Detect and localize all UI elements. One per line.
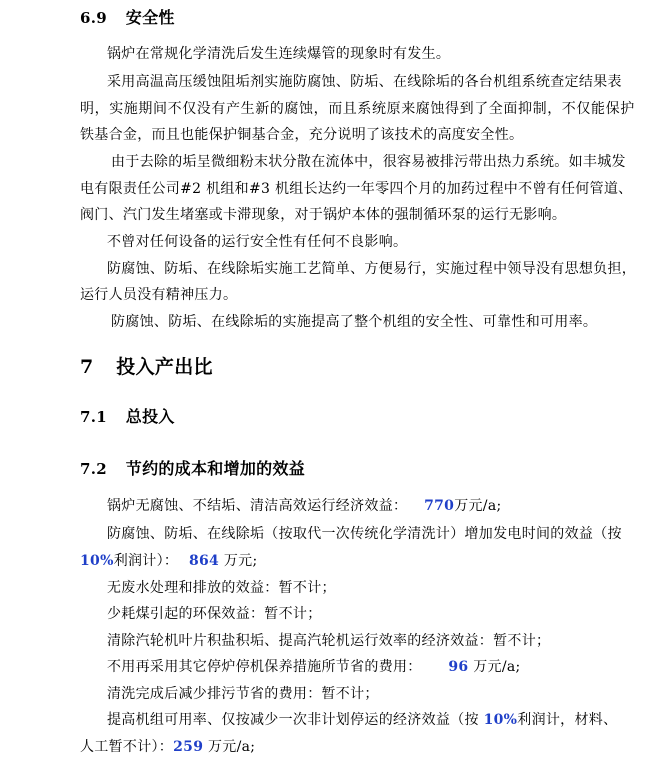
benefit-value: 864: [188, 553, 220, 569]
benefit-value: 96: [448, 659, 469, 675]
benefit-line: [80, 738, 255, 756]
benefit-text: 锅炉无腐蚀、不结垢、清洁高效运行经济效益：: [107, 498, 408, 514]
heading-7: [80, 356, 213, 380]
paragraph-line: 阀门、汽门发生堵塞或卡滞现象，对于锅炉本体的强制循环泵的运行无影响。: [80, 207, 567, 223]
paragraph-line: 明，实施期间不仅没有产生新的腐蚀，而且系统原来腐蚀得到了全面抑制，不仅能保护: [80, 101, 635, 117]
benefit-line: 清除汽轮机叶片积盐积垢、提高汽轮机运行效率的经济效益：暂不计；: [107, 633, 551, 649]
benefit-percent: 10%: [80, 553, 114, 569]
benefit-text: 不用再采用其它停炉停机保养措施所节省的费用：: [107, 659, 422, 675]
benefit-value: 259: [173, 739, 204, 755]
heading-6-9: [80, 9, 175, 28]
benefit-line: [107, 658, 521, 676]
benefit-line: [80, 552, 257, 570]
benefit-text: 人工暂不计）：: [80, 739, 174, 755]
paragraph-line: 采用高温高压缓蚀阻垢剂实施防腐蚀、防垢、在线除垢的各台机组系统查定结果表: [107, 74, 622, 90]
paragraph-line: 防腐蚀、防垢、在线除垢的实施提高了整个机组的安全性、可靠性和可用率。: [111, 314, 598, 330]
heading-title: 总投入: [125, 407, 175, 426]
paragraph-line: 不曾对任何设备的运行安全性有任何不良影响。: [107, 234, 408, 250]
benefit-unit: 万元/a;: [473, 659, 521, 675]
heading-title: 投入产出比: [116, 356, 213, 378]
benefit-text: 利润计，材料、: [517, 712, 618, 728]
benefit-line: 防腐蚀、防垢、在线除垢（按取代一次传统化学清洗计）增加发电时间的效益（按: [107, 526, 622, 542]
benefit-unit: 万元/a;: [208, 739, 256, 755]
paragraph-line: 锅炉在常规化学清洗后发生连续爆管的现象时有发生。: [107, 46, 451, 62]
paragraph-line: 铁基合金，而且也能保护铜基合金，充分说明了该技术的高度安全性。: [80, 127, 524, 143]
paragraph-line: 由于去除的垢呈微细粉末状分散在流体中，很容易被排污带出热力系统。如丰城发: [111, 154, 626, 170]
benefit-percent: 10%: [483, 712, 518, 728]
heading-7-1: [80, 408, 175, 427]
benefit-unit: 万元/a;: [454, 498, 502, 514]
benefit-text: 利润计）：: [113, 553, 179, 569]
paragraph-line: 电有限责任公司#2 机组和#3 机组长达约一年零四个月的加药过程中不曾有任何管道、: [80, 181, 633, 197]
benefit-line: [107, 497, 501, 515]
benefit-line: [107, 711, 617, 729]
benefit-text: 提高机组可用率、仅按减少一次非计划停运的经济效益（按: [107, 712, 479, 728]
paragraph-line: 防腐蚀、防垢、在线除垢实施工艺简单、方便易行，实施过程中领导没有思想负担，: [107, 261, 637, 277]
benefit-unit: 万元;: [223, 553, 258, 569]
heading-number: 7: [80, 356, 94, 378]
heading-title: 节约的成本和增加的效益: [125, 459, 306, 478]
benefit-line: 少耗煤引起的环保效益：暂不计；: [107, 606, 322, 622]
benefit-value: 770: [424, 498, 455, 514]
paragraph-line: 运行人员没有精神压力。: [80, 287, 238, 303]
heading-number: 7.1: [80, 408, 107, 426]
heading-number: 6.9: [80, 9, 107, 27]
heading-7-2: [80, 460, 305, 479]
benefit-line: 无废水处理和排放的效益：暂不计；: [107, 580, 336, 596]
heading-number: 7.2: [80, 460, 107, 478]
benefit-line: 清洗完成后减少排污节省的费用：暂不计；: [107, 686, 379, 702]
heading-title: 安全性: [125, 8, 175, 27]
